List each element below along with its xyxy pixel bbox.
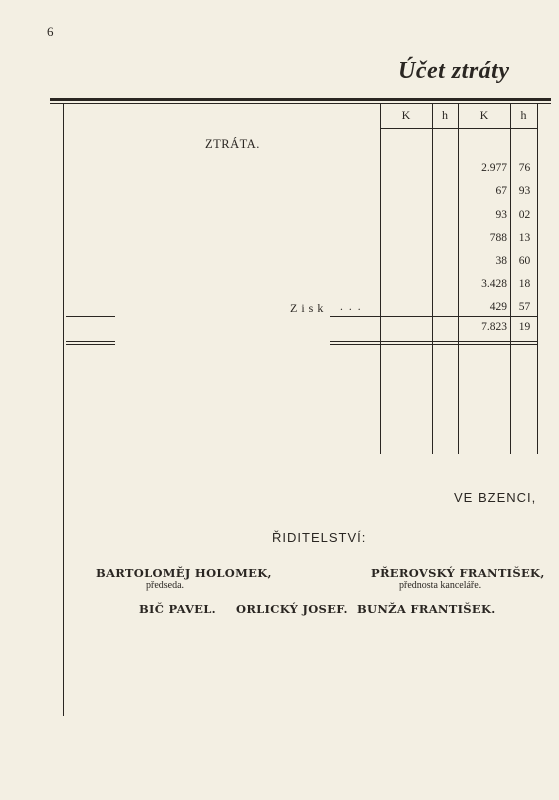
row-amount-k: 67 [495, 185, 507, 197]
header-rule-thick [50, 98, 551, 101]
row-amount-k: 3.428 [481, 278, 507, 290]
signatory-role: přednosta kanceláře. [399, 580, 482, 591]
row-amount-k: 38 [495, 255, 507, 267]
column-header-rule [380, 128, 537, 129]
ledger-column-line [380, 104, 381, 454]
leader-dots: ... [340, 301, 367, 313]
sum-rule [330, 316, 537, 317]
row-amount-k: 788 [489, 232, 507, 244]
double-rule [330, 344, 537, 345]
row-amount-k: 93 [495, 209, 507, 221]
signatory-name: BUNŽA FRANTIŠEK. [357, 602, 496, 616]
row-amount-h: 02 [518, 209, 531, 221]
column-header-h1: h [442, 108, 448, 122]
double-rule-left [66, 344, 115, 345]
row-amount-h: 76 [518, 162, 531, 174]
signatory-role: předseda. [146, 580, 185, 591]
signatory-name: BARTOLOMĚJ HOLOMEK, [96, 566, 272, 580]
double-rule [330, 341, 537, 342]
ledger-column-line [432, 104, 433, 454]
page-number: 6 [47, 24, 54, 39]
signatory-name: ORLICKÝ JOSEF. [236, 602, 348, 616]
total-amount-k: 7.823 [481, 321, 507, 333]
row-amount-k: 2.977 [481, 162, 507, 174]
ledger-column-line [537, 104, 538, 454]
row-amount-h: 60 [518, 255, 531, 267]
section-heading: ZTRÁTA. [205, 137, 260, 151]
column-header-k1: K [401, 108, 411, 122]
ledger-left-margin-line [63, 104, 64, 716]
board-heading: ŘIDITELSTVÍ: [272, 530, 367, 545]
profit-amount-k: 429 [489, 301, 507, 313]
row-amount-h: 13 [518, 232, 531, 244]
column-header-k2: K [479, 108, 489, 122]
signatory-name: PŘEROVSKÝ FRANTIŠEK, [371, 566, 545, 580]
ledger-column-line [510, 104, 511, 454]
row-amount-h: 18 [518, 278, 531, 290]
column-header-h2: h [520, 108, 527, 122]
profit-label: Zisk [290, 301, 328, 315]
page-title: Účet ztráty [398, 58, 510, 84]
header-rule-thin [50, 103, 551, 104]
row-amount-h: 93 [518, 185, 531, 197]
profit-amount-h: 57 [518, 301, 531, 313]
double-rule-left [66, 341, 115, 342]
signatory-name: BIČ PAVEL. [139, 602, 216, 616]
location-line: VE BZENCI, [454, 490, 537, 505]
sum-rule-left [66, 316, 115, 317]
total-amount-h: 19 [518, 321, 531, 333]
